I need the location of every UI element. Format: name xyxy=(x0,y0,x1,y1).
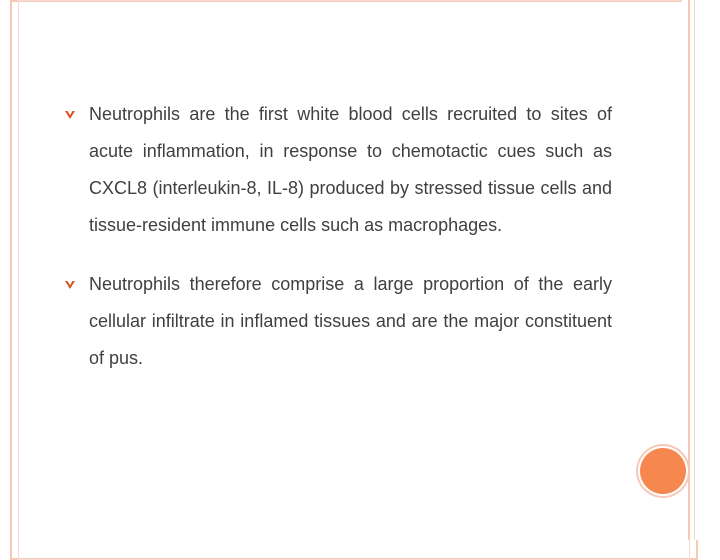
bullet-item xyxy=(80,96,612,244)
right-accent-strip xyxy=(682,0,700,540)
bullet-text: Neutrophils therefore comprise a large proportion of the early cellular infiltrate in inflamed tissues and are the major constituent of pus. xyxy=(89,274,612,368)
checkmark-arrow-icon xyxy=(64,279,76,291)
right-accent-line xyxy=(688,0,690,540)
checkmark-arrow-icon xyxy=(64,109,76,121)
slide-content xyxy=(80,96,612,377)
decorative-circle xyxy=(640,448,686,494)
bullet-text: Neutrophils are the first white blood cells recruited to sites of acute inflammation, in response to chemotactic cues such as CXCL8 (interleukin-8, IL-8) produced by stressed tissue cells and tissue-resident immune cells such as macrophages. xyxy=(89,104,612,235)
right-accent-line-thin xyxy=(694,0,695,540)
bullet-item xyxy=(80,266,612,377)
